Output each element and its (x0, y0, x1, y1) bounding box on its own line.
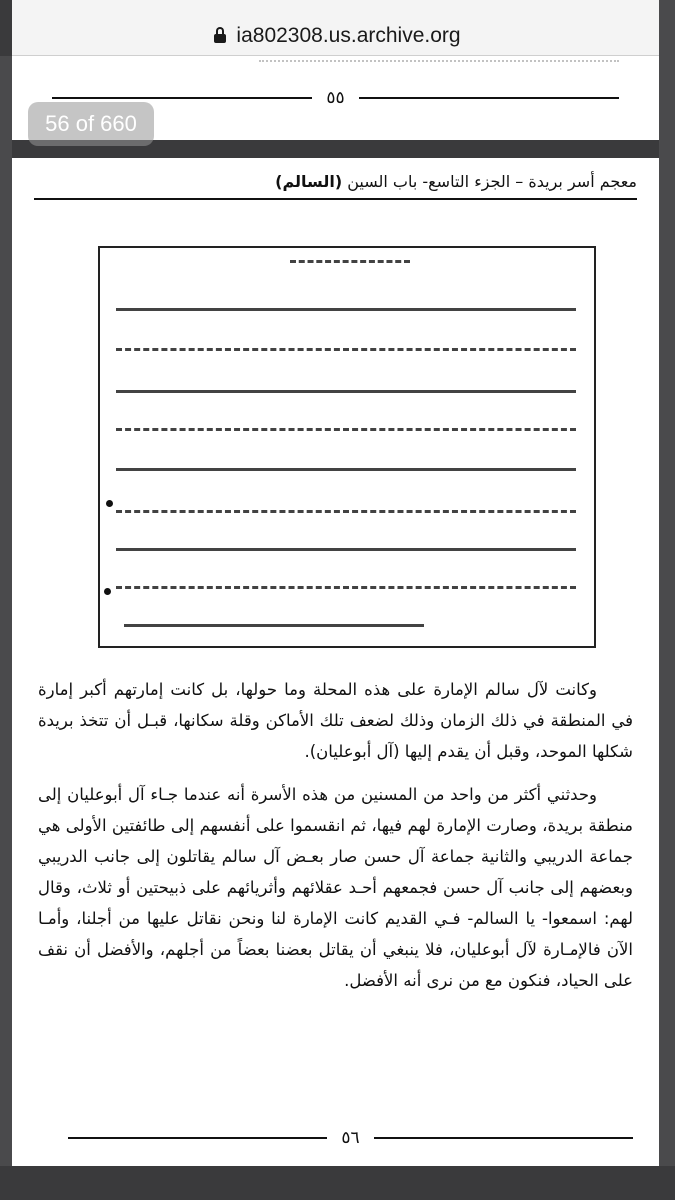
running-head-family: (السالم) (275, 172, 343, 191)
footer-rule-left (52, 97, 312, 99)
running-head (275, 172, 637, 191)
page-counter-badge (28, 102, 154, 146)
left-gutter (0, 56, 12, 1166)
manuscript-mark (106, 500, 113, 507)
manuscript-line (116, 308, 576, 311)
running-head-text: معجم أسر بريدة – الجزء التاسع- باب السين (342, 172, 637, 191)
url-text: ia802308.us.archive.org (236, 24, 461, 47)
right-scrollbar-track[interactable] (659, 0, 675, 1166)
footer-rule-right (374, 1137, 633, 1139)
header-rule (34, 198, 637, 200)
previous-page-number: ٥٥ (326, 88, 345, 108)
url-display[interactable] (0, 24, 675, 48)
manuscript-line (116, 510, 576, 513)
body-text (38, 674, 633, 1008)
manuscript-line (124, 624, 424, 627)
manuscript-line (116, 428, 576, 431)
footer-rule-right (359, 97, 619, 99)
manuscript-line (116, 390, 576, 393)
manuscript-mark (104, 588, 111, 595)
frame-edge-left (0, 0, 12, 56)
page-number: ٥٦ (341, 1128, 360, 1148)
manuscript-line (116, 586, 576, 589)
page-footer (68, 1126, 633, 1150)
lock-icon (214, 27, 226, 43)
footer-rule-left (68, 1137, 327, 1139)
browser-url-bar[interactable] (0, 0, 675, 56)
paragraph: وكانت لآل سالم الإمارة على هذه المحلة وما حولها، بل كانت إمارتهم أكبر إمارة في المنطقة في ذلك الزمان وذلك لضعف تلك الأماكن وقلة سكانها، قبـل أن تتخذ بريدة شكلها الموحد، وقبل أن يقدم إليها (آل أبوعليان). (38, 680, 633, 761)
manuscript-heading-stroke (290, 260, 410, 274)
page-counter-text: 56 of 660 (45, 111, 137, 136)
manuscript-line (116, 468, 576, 471)
previous-page-text-fragment (259, 60, 619, 68)
current-page (12, 158, 659, 1166)
paragraph: وحدثني أكثر من واحد من المسنين من هذه الأسرة أنه عندما جـاء آل أبوعليان إلى منطقة بريدة، وصارت الإمارة لهم فيها، ثم انقسموا على أنفسهم إلى طائفتين الأولى هي جماعة الدريبي والثانية جماعة آل حسن صار بعـض آل سالم يقاتلون إلى جانب الدريبي وبعضهم إلى جانب آل حسن فجمعهم أحـد عقلائهم وأثريائهم على ذبيحتين أو ثلاث، وقال لهم: اسمعوا- يا السالم- فـي القديم كانت الإمارة لنا ونحن نقاتل عليها من أجلنا، وأمـا الآن فالإمـارة لآل أبوعليان، فلا ينبغي أن يقاتل بعضنا بعضاً من أجلهم، والأفضل أن نقف على الحياد، فنكون مع من نرى أنه الأفضل. (38, 785, 633, 990)
manuscript-line (116, 548, 576, 551)
manuscript-image (98, 246, 596, 648)
manuscript-line (116, 348, 576, 351)
